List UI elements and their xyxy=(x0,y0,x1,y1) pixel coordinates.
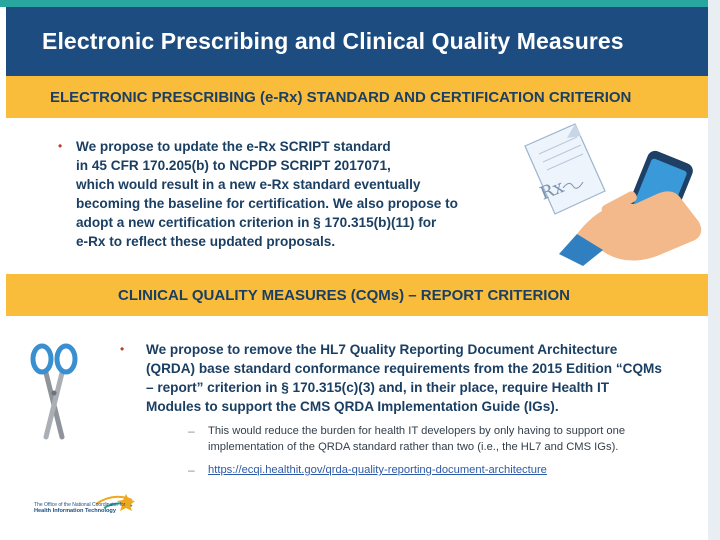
eprescribing-bullet-text xyxy=(76,137,458,251)
svg-text:Rx: Rx xyxy=(537,176,567,205)
bullet-line: We propose to remove the HL7 Quality Reporting Document Architecture xyxy=(146,342,618,357)
dash-icon: – xyxy=(188,424,195,438)
bullet-icon: • xyxy=(58,139,63,153)
logo-line-1: The Office of the National Coordinator for xyxy=(34,502,126,508)
section-cqm-heading: CLINICAL QUALITY MEASURES (CQMs) – REPORT CRITERION xyxy=(118,286,570,304)
sub-bullet-text xyxy=(208,424,625,455)
slide-title: Electronic Prescribing and Clinical Quality Measures xyxy=(42,28,624,54)
section-cqm-band xyxy=(6,274,708,316)
qrda-link[interactable]: https://ecqi.healthit.gov/qrda-quality-reporting-document-architecture xyxy=(208,464,547,476)
bullet-line: in 45 CFR 170.205(b) to NCPDP SCRIPT 2017071, xyxy=(76,158,391,173)
section-eprescribing-band xyxy=(6,76,708,118)
right-window-border xyxy=(708,0,720,540)
sub-bullet-line: implementation of the QRDA standard rather than two (i.e., the HL7 and CMS IGs). xyxy=(208,440,619,453)
prescription-paper-icon xyxy=(525,124,605,214)
logo-line-2: Health Information Technology xyxy=(34,508,116,514)
bullet-line: Modules to support the CMS QRDA Implementation Guide (IGs). xyxy=(146,399,559,414)
top-accent-strip xyxy=(0,0,720,7)
bullet-line: (QRDA) base standard conformance requirements from the 2015 Edition “CQMs xyxy=(146,361,662,376)
onc-logo-text xyxy=(34,502,125,514)
cqm-bullet-text xyxy=(146,340,662,416)
title-bar xyxy=(6,7,708,76)
cqm-sub-bullet-burden xyxy=(188,424,698,455)
onc-logo xyxy=(26,492,156,522)
sub-bullet-line: This would reduce the burden for health IT developers by only having to support one xyxy=(208,425,626,437)
bullet-line: adopt a new certification criterion in § 170.315(b)(11) for xyxy=(76,215,437,230)
scissors-icon xyxy=(30,343,78,443)
bullet-line: becoming the baseline for certification. We also propose to xyxy=(76,196,458,211)
bullet-line: which would result in a new e-Rx standard eventually xyxy=(76,177,421,192)
dash-icon: – xyxy=(188,463,195,477)
cqm-bullet xyxy=(120,340,700,416)
bullet-line: We propose to update the e-Rx SCRIPT standard xyxy=(76,139,391,154)
eprescribing-bullet xyxy=(58,137,498,251)
smartphone-hand-icon xyxy=(505,116,705,276)
bullet-line: – report” criterion in § 170.315(c)(3) and, in their place, require Health IT xyxy=(146,380,610,395)
cqm-sub-bullet-link xyxy=(188,463,698,479)
bullet-line: e-Rx to reflect these updated proposals. xyxy=(76,234,336,249)
bullet-icon: • xyxy=(120,342,125,356)
section-eprescribing-heading: ELECTRONIC PRESCRIBING (e-Rx) STANDARD AND CERTIFICATION CRITERION xyxy=(50,88,632,106)
